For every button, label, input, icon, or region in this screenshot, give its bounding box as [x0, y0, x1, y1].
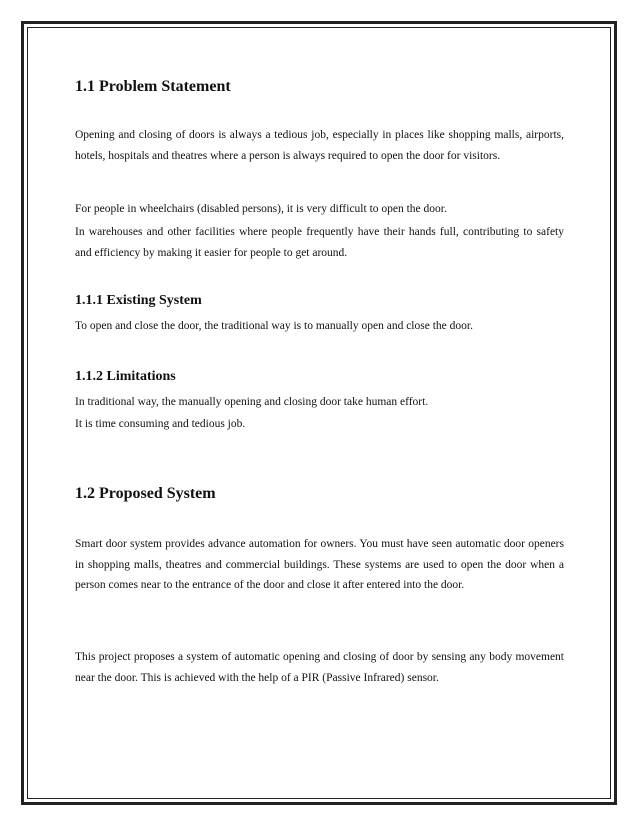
paragraph-proposed-1: Smart door system provides advance automation for owners. You must have seen automatic door openers in shopping malls, theatres and commercial buildings. These systems are used to open the door when a person comes near to the entrance of the door and close it after entered into the door. [75, 538, 564, 591]
heading-proposed-system: 1.2 Proposed System [75, 485, 216, 502]
paragraph-existing-1: To open and close the door, the traditional way is to manually open and close the door. [75, 320, 473, 332]
heading-limitations: 1.1.2 Limitations [75, 369, 176, 384]
paragraph-problem-2: For people in wheelchairs (disabled persons), it is very difficult to open the door. [75, 203, 447, 215]
heading-problem-statement: 1.1 Problem Statement [75, 78, 231, 95]
paragraph-limitations-2: It is time consuming and tedious job. [75, 418, 246, 430]
heading-existing-system: 1.1.1 Existing System [75, 293, 202, 308]
paragraph-problem-3: In warehouses and other facilities where people frequently have their hands full, contributing to safety and efficiency by making it easier for people to get around. [75, 226, 564, 259]
paragraph-proposed-2: This project proposes a system of automatic opening and closing of door by sensing any body movement near the door. This is achieved with the help of a PIR (Passive Infrared) sensor. [75, 651, 564, 684]
paragraph-problem-1: Opening and closing of doors is always a tedious job, especially in places like shopping malls, airports, hotels, hospitals and theatres where a person is always required to open the door for visitors. [75, 129, 564, 162]
paragraph-limitations-1: In traditional way, the manually opening and closing door take human effort. [75, 396, 429, 408]
